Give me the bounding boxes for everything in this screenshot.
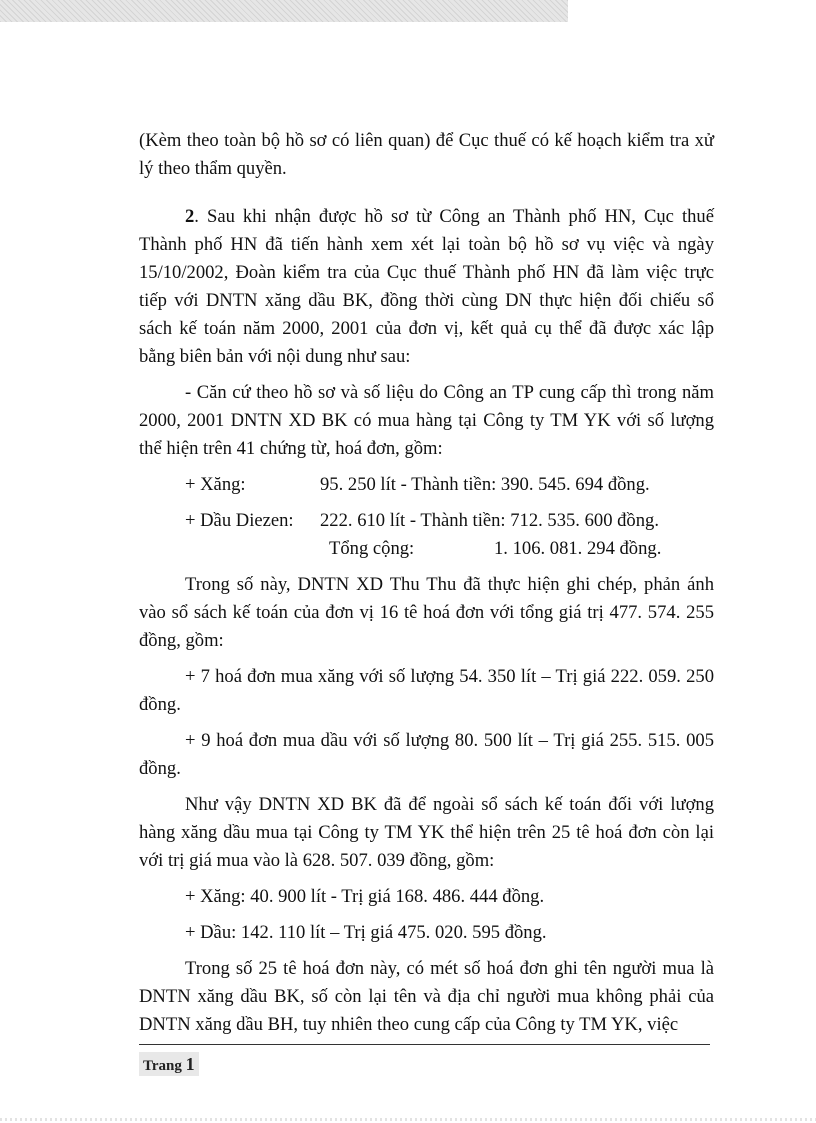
paragraph: + Xăng: 40. 900 lít - Trị giá 168. 486. 444 đồng. bbox=[185, 886, 545, 907]
total-value: 1. 106. 081. 294 đồng. bbox=[494, 538, 662, 559]
total-label: Tổng cộng: bbox=[329, 538, 415, 559]
list-item bbox=[139, 507, 714, 535]
paragraph: Như vậy DNTN XD BK đã để ngoài sổ sách kế toán đối với lượng hàng xăng dầu mua tại Công ty TM YK thể hiện trên 25 tê hoá đơn còn lại với trị giá mua vào là 628. 507. 039 đồng, gồm: bbox=[139, 794, 714, 871]
footer-divider bbox=[139, 1044, 710, 1045]
paragraph-text: . Sau khi nhận được hồ sơ từ Công an Thành phố HN, Cục thuế Thành phố HN đã tiến hành xem xét lại toàn bộ hồ sơ vụ việc và ngày 15/10/2002, Đoàn kiểm tra của Cục thuế Thành phố HN đã làm việc trực tiếp với DNTN xăng dầu BK, đồng thời cùng DN thực hiện đối chiếu sổ sách kế toán năm 2000, 2001 của đơn vị, kết quả cụ thể đã được xác lập bằng biên bản với nội dung như sau: bbox=[139, 206, 714, 367]
paragraph: (Kèm theo toàn bộ hồ sơ có liên quan) để Cục thuế có kế hoạch kiểm tra xử lý theo thẩm quyền. bbox=[139, 130, 714, 179]
page-label-text: Trang bbox=[143, 1058, 182, 1074]
document-body bbox=[139, 127, 714, 1047]
paragraph bbox=[139, 203, 714, 371]
paragraph-gap bbox=[139, 191, 714, 203]
list-item bbox=[139, 471, 714, 499]
item-detail: 95. 250 lít - Thành tiền: 390. 545. 694 đồng. bbox=[320, 474, 650, 495]
paragraph: Trong số này, DNTN XD Thu Thu đã thực hiện ghi chép, phản ánh vào sổ sách kế toán của đơn vị 16 tê hoá đơn với tổng giá trị 477. 574. 255 đồng, gồm: bbox=[139, 574, 714, 651]
paragraph: + Dầu: 142. 110 lít – Trị giá 475. 020. 595 đồng. bbox=[185, 922, 547, 943]
item-detail: 222. 610 lít - Thành tiền: 712. 535. 600 đồng. bbox=[320, 510, 659, 531]
paragraph: Trong số 25 tê hoá đơn này, có mét số hoá đơn ghi tên người mua là DNTN xăng dầu BK, số còn lại tên và địa chỉ người mua không phải của DNTN xăng dầu BH, tuy nhiên theo cung cấp của Công ty TM YK, việc bbox=[139, 958, 714, 1035]
item-label: + Xăng: bbox=[185, 474, 246, 495]
paragraph: + 9 hoá đơn mua dầu với số lượng 80. 500 lít – Trị giá 255. 515. 005 đồng. bbox=[139, 730, 714, 779]
page-number: 1 bbox=[185, 1054, 195, 1074]
section-number: 2 bbox=[185, 206, 195, 227]
total-line bbox=[139, 535, 714, 563]
footer-dotted-border bbox=[0, 1118, 816, 1121]
item-label: + Dầu Diezen: bbox=[185, 510, 294, 531]
header-pattern-band bbox=[0, 0, 568, 22]
paragraph: - Căn cứ theo hồ sơ và số liệu do Công an TP cung cấp thì trong năm 2000, 2001 DNTN XD BK có mua hàng tại Công ty TM YK với số lượng thể hiện trên 41 chứng từ, hoá đơn, gồm: bbox=[139, 382, 714, 459]
page-footer bbox=[139, 1052, 199, 1076]
paragraph: + 7 hoá đơn mua xăng với số lượng 54. 350 lít – Trị giá 222. 059. 250 đồng. bbox=[139, 666, 714, 715]
